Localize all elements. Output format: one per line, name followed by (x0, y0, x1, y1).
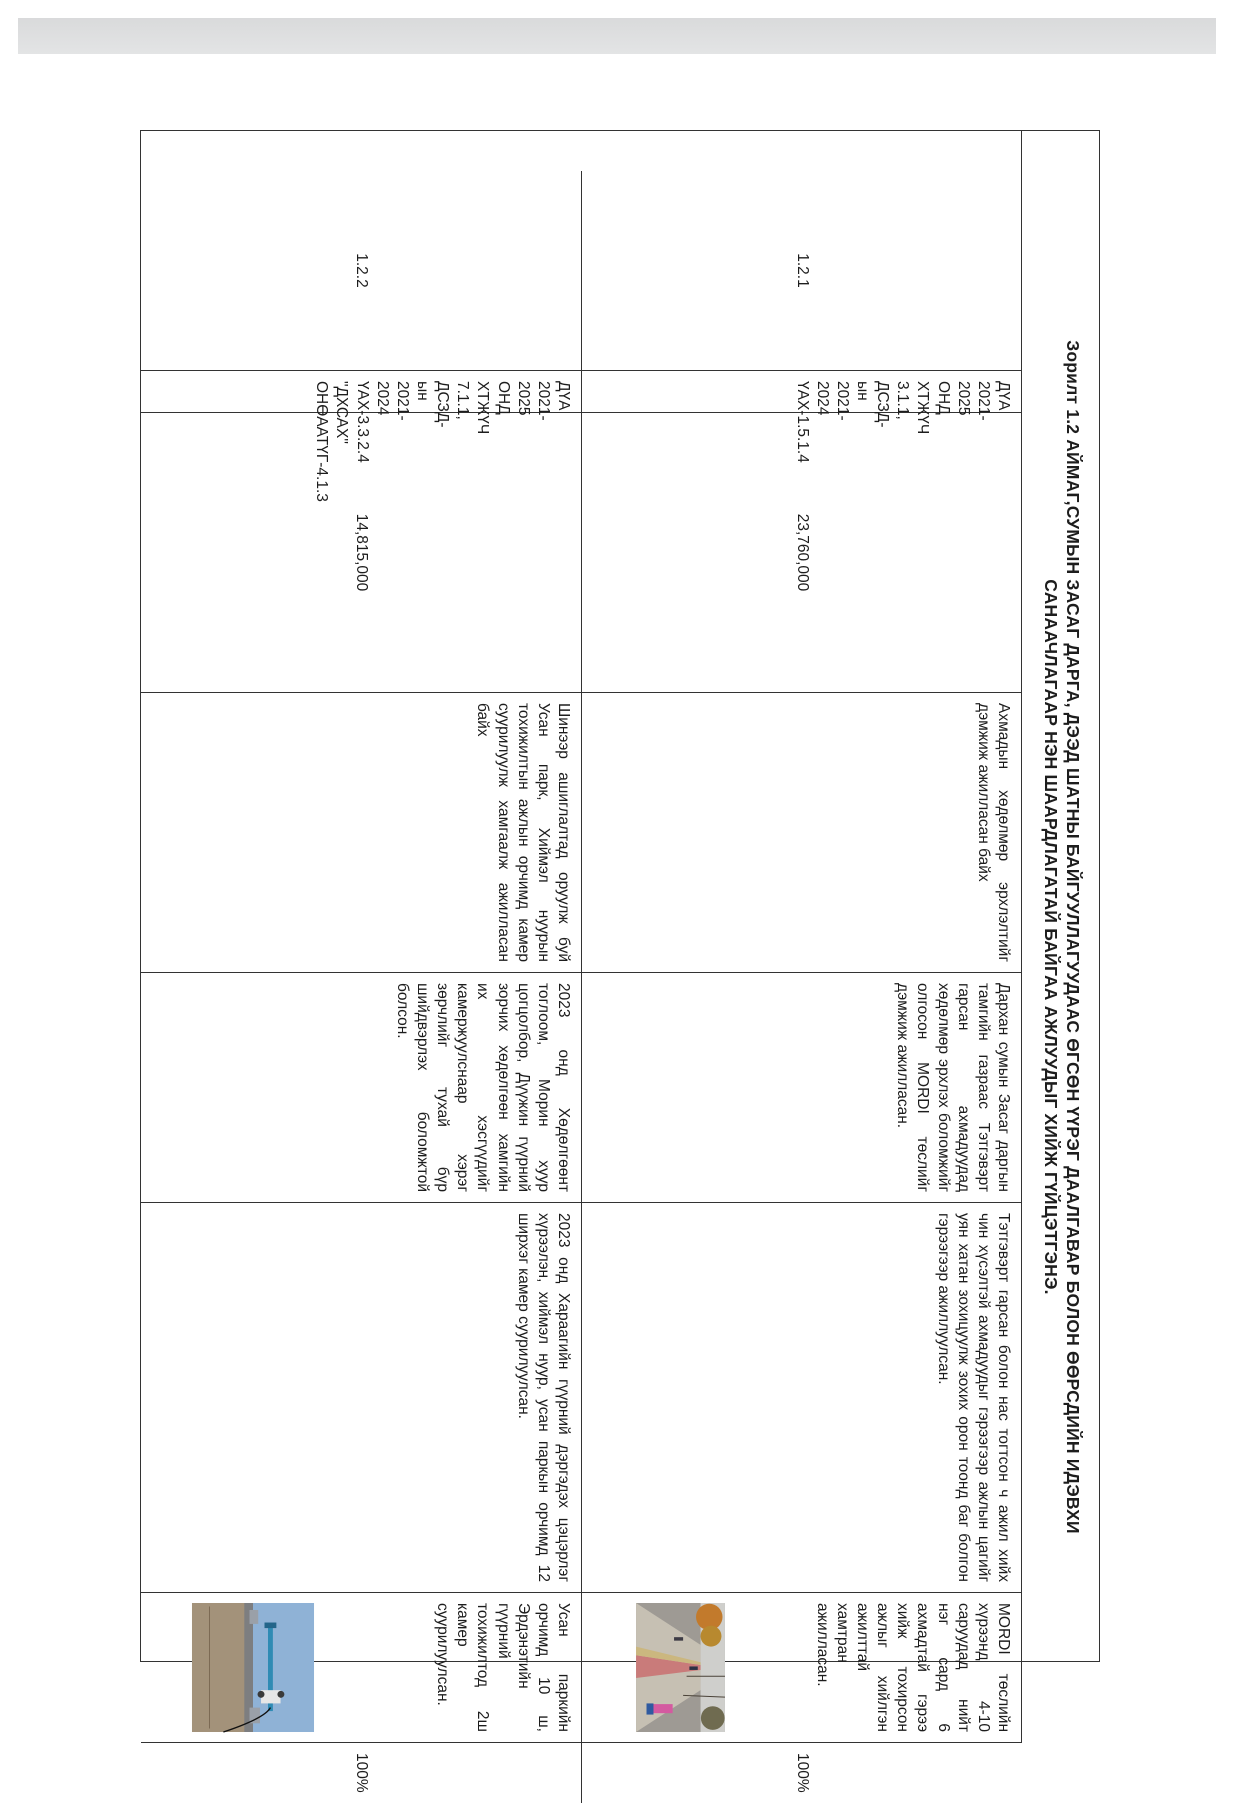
photo-caption: MORDI төслийн хүрээнд 4-10 саруудад нийт нэг сард 6 ахмадтай гэрээ хийж тохирсон ажлыг хийлгэн ажилттай хамтран ажилласан. (813, 1603, 1012, 1732)
budget-amount: 14,815,000 (353, 513, 371, 592)
row-1-indicator-cell (581, 693, 1021, 973)
row-1-number-cell (581, 171, 1021, 371)
plan-reference: ДҮА 2021-2025 ОНД ХТЖҮЧ 3.1.1, ДСЗД-ын 2021-2024 ҮАХ-1.5.1.4 (793, 381, 1012, 463)
row-2-result-cell (141, 1203, 581, 1593)
row-1-activity-cell (581, 973, 1021, 1203)
row-2-activity-cell (141, 973, 581, 1203)
budget-amount: 23,760,000 (793, 513, 811, 592)
activity-result: 2023 онд Хараагийн гүүрний дэргэдэх цэцэрлэг хүрээлэн, хиймэл нуур, усан паркын орчимд 12 ширхэг камер суурилуулсан. (514, 1213, 572, 1582)
plan-report-table (140, 130, 1100, 1793)
objective-title (1021, 131, 1101, 1743)
row-2-reference-cell (141, 371, 581, 502)
implemented-activity: Дархан сумын Засаг даргын тамгийн газраас Тэтгэвэрт гарсан ахмадуудад хөдөлмөр эрхлэх боломжийг олгосон MORDI төслийг дэмжиж ажилласан. (894, 983, 1012, 1192)
completion-percent: 100% (353, 1753, 371, 1793)
photo-caption: Усан паркийн орчимд 10 ш, Эрдэнэтийн гүүрний тохижилтод 2ш камер суурилуулсан. (434, 1603, 572, 1732)
plan-reference: ДҮА 2021-2025 ОНД ХТЖҮЧ 7.1.1, ДСЗД-ын 2021-2024 ҮАХ-3.3.2.4 "ДХСАХ" ОНӨААТҮГ-4.1.3 (313, 381, 572, 502)
park-workers-photo (553, 1603, 808, 1732)
completion-percent: 100% (793, 1753, 811, 1793)
objective-title-line-2: САНААЧЛАГААР НЭН ШААРДЛАГАТАЙ БАЙГАА АЖЛУУДЫГ ХИЙЖ ГҮЙЦЭТГЭНЭ. (1041, 579, 1062, 1295)
activity-result: Тэтгэвэрт гарсан болон нас тогтсон ч ажил хийх чин хүсэлтэй ахмадуудыг гэрээгээр ажлын цагийг уян хатан зохицуулж зохих орон тоонд баг болгон гэрээгээр ажиллуулсан. (934, 1213, 1012, 1582)
camera-pole-photo (78, 1603, 428, 1732)
row-1-percent-cell (581, 1743, 1021, 1803)
row-2-budget-cell (141, 413, 581, 693)
scan-top-bar (18, 18, 1216, 54)
objective-title-line-1: Зорилт 1.2 АЙМАГ,СУМЫН ЗАСАГ ДАРГА, ДЭЭД ШАТНЫ БАЙГУУЛЛАГУУДААС ӨГСӨН ҮҮРЭГ ДААЛГАВАР БОЛОН ӨӨРСДИЙН ИДЭВХИ (1063, 340, 1084, 1534)
target-indicator: Шинээр ашиглалтад оруулж буй Усан парк, Хиймэл нуурын тохижилтын ажлын орчимд камер суурилуулж хамгаалж ажилласан байх (474, 703, 572, 962)
row-1-reference-cell (581, 371, 1021, 463)
row-2-indicator-cell (141, 693, 581, 973)
row-2-number-cell (141, 171, 581, 371)
row-2-percent-cell (141, 1743, 581, 1803)
target-indicator: Ахмадын хөдөлмөр эрхлэлтийг дэмжиж ажилласан байх (974, 703, 1012, 962)
row-1-budget-cell (581, 413, 1021, 693)
row-number: 1.2.1 (793, 253, 811, 288)
implemented-activity: 2023 онд Хөдөлгөөнт тоглоом, Морин хуур цогцолбор, Дүүжин гүүрний зорчих хөдөлгөөн хамгийн их хэсгүүдийг камержуулснаар хэрэг зөрчлийг тухай бүр шийдвэрлэх боломжтой болсон. (393, 983, 572, 1192)
rotated-table-content (141, 131, 1101, 1793)
row-1-photo-cell (581, 1593, 1021, 1743)
row-number: 1.2.2 (353, 253, 371, 288)
row-1-result-cell (581, 1203, 1021, 1593)
row-2-photo-cell (141, 1593, 581, 1743)
